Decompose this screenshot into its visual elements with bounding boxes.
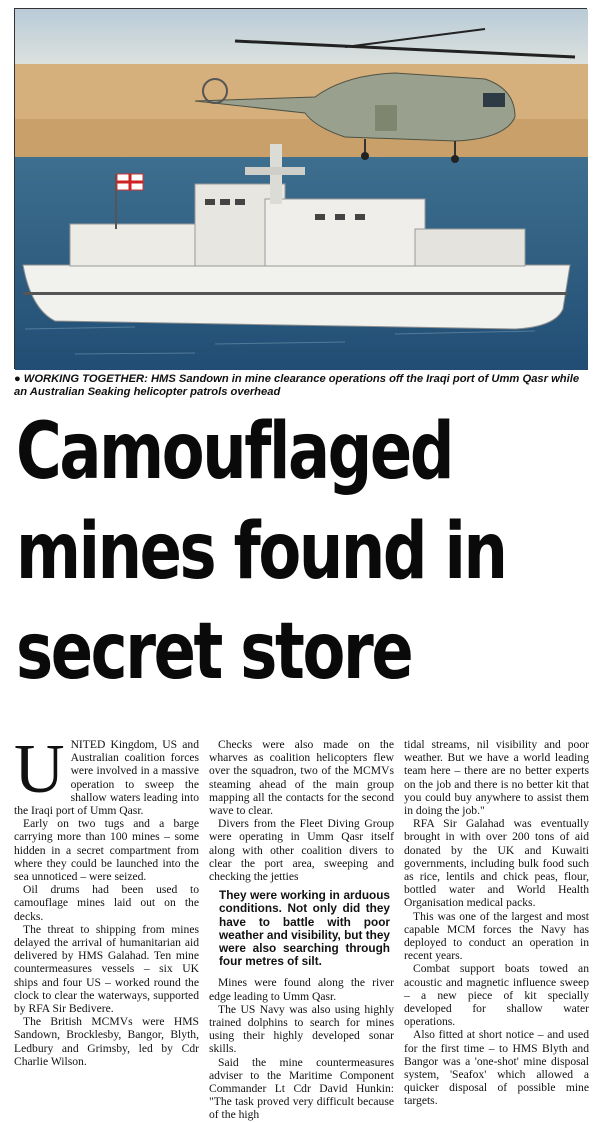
article-paragraph: Checks were also made on the wharves as coalition helicopters flew over the squadron, two of the MCMVs steaming ahead of the main group mapping all the contacts for the second wave to clear.: [209, 738, 394, 818]
article-paragraph: Mines were found along the river edge leading to Umm Qasr.: [209, 976, 394, 1003]
article-column-1: [14, 731, 199, 1100]
article-paragraph: Said the mine countermeasures adviser to the Maritime Component Commander Lt Cdr David Hunkin: "The task proved very difficult because of the high: [209, 1055, 394, 1122]
article-paragraph: UNITED Kingdom, US and Australian coalition forces were involved in a massive operation to sweep the shallow waters leading into the Iraqi port of Umm Qasr.: [14, 731, 199, 818]
headline-line-3: secret store: [16, 607, 412, 697]
caption-bullet: ●: [14, 373, 21, 385]
caption-text: WORKING TOGETHER: HMS Sandown in mine clearance operations off the Iraqi port of Umm Qasr while an Australian Seaking helicopter patrols overhead: [14, 373, 580, 398]
drop-cap: U: [14, 731, 65, 808]
headline-line-1: Camouflaged: [16, 407, 453, 497]
photo-caption: [14, 373, 587, 399]
headline: [16, 402, 506, 702]
article-body: [14, 731, 590, 1122]
pull-quote: They were working in arduous conditions. Not only did they have to battle with poor weather and visibility, but they were also searching through four metres of silt.: [219, 888, 390, 969]
article-paragraph: Also fitted at short notice – and used for the first time – to HMS Blyth and Bangor was a 'one-shot' mine disposal system, 'Seafox' which allowed a quicker disposal of possible mine targets.: [404, 1028, 589, 1108]
article-paragraph: The threat to shipping from mines delayed the arrival of humanitarian aid delivered by HMS Galahad. Ten mine countermeasures vessels – six UK ships and four US – worked round the clock to clear the waterways, supported by RFA Sir Bedivere.: [14, 922, 199, 1016]
article-paragraph: Early on two tugs and a barge carrying more than 100 mines – some hidden in a secret compartment from where they could be launched into the sea unnoticed – were seized.: [14, 817, 199, 884]
article-paragraph: This was one of the largest and most capable MCM forces the Navy has deployed to conduct an operation in recent years.: [404, 909, 589, 963]
article-paragraph: Combat support boats towed an acoustic and magnetic influence sweep – a new piece of kit specially developed for shallow water operations.: [404, 962, 589, 1029]
article-paragraph: The British MCMVs were HMS Sandown, Brocklesby, Bangor, Blyth, Ledbury and Grimsby, led by Cdr Charlie Wilson.: [14, 1015, 199, 1068]
article-paragraph: tidal streams, nil visibility and poor weather. But we have a world leading team here – there are no better experts on the job and there is no better kit that you could buy anywhere to assist them in doing the job.": [404, 738, 589, 818]
headline-line-2: mines found in: [16, 507, 506, 597]
news-photo: [14, 8, 587, 369]
ship-helicopter-illustration: [15, 9, 588, 370]
article-paragraph: RFA Sir Galahad was eventually brought in with over 200 tons of aid donated by the UK and Kuwaiti governments, including bulk food such as rice, lentils and chick peas, flour, bottled water and World Health Organisation medical packs.: [404, 817, 589, 910]
article-column-3: [404, 738, 589, 1108]
article-column-2: [209, 738, 394, 1122]
article-paragraph: The US Navy was also using highly trained dolphins to search for mines using their highly developed sonar skills.: [209, 1002, 394, 1056]
article-paragraph: Oil drums had been used to camouflage mines laid out on the decks.: [14, 883, 199, 923]
article-paragraph: Divers from the Fleet Diving Group were operating in Umm Qasr itself along with other coalition divers to clear the port area, sweeping and checking the jetties: [209, 817, 394, 884]
